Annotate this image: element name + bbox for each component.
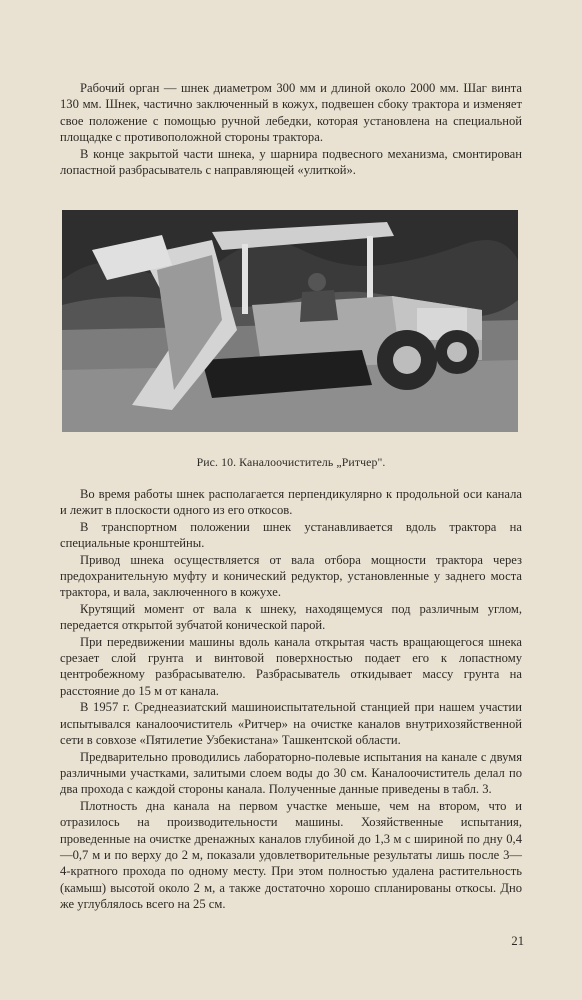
bottom-text-block bbox=[60, 486, 522, 913]
top-text-block bbox=[60, 80, 522, 178]
paragraph: Предварительно проводились лабораторно-полевые испытания на канале с двумя различными участками, залитыми слоем воды до 30 см. Каналоочиститель делал по два прохода с каждой стороны канала. Полученные данные приведены в табл. 3. bbox=[60, 749, 522, 797]
figure-photo bbox=[62, 210, 518, 432]
paragraph: В транспортном положении шнек устанавливается вдоль трактора на специальные кронштейны. bbox=[60, 519, 522, 551]
paragraph: Плотность дна канала на первом участке меньше, чем на втором, что и отразилось на производительности машины. Хозяйственные испытания, проведенные на очистке дренажных каналов глубиной до 1,3 м с шириной по дну 0,4—0,7 м и по верху до 2 м, показали удовлетворительные результаты лишь после 3—4-кратного прохода по одному месту. При этом полностью удалена растительность (камыш) высотой около 2 м, а также достаточно хорошо спланированы откосы. Дно же углублялось всего на 25 см. bbox=[60, 798, 522, 912]
figure-caption: Рис. 10. Каналоочиститель „Ритчер". bbox=[196, 455, 386, 469]
paragraph: При передвижении машины вдоль канала открытая часть вращающегося шнека срезает слой грунта и винтовой поверхностью подает его к лопастному центробежному разбрасывателю. Разбрасыватель откидывает массу грунта на расстояние до 15 м от канала. bbox=[60, 634, 522, 698]
paragraph: Во время работы шнек располагается перпендикулярно к продольной оси канала и лежит в плоскости одного из его откосов. bbox=[60, 487, 522, 518]
trencher-tractor-illustration bbox=[62, 210, 518, 432]
paragraph: В конце закрытой части шнека, у шарнира подвесного механизма, смонтирован лопастной разбрасыватель с направляющей «улиткой». bbox=[60, 146, 522, 178]
paragraph: В 1957 г. Среднеазиатский машиноиспытательной станцией при нашем участии испытывался каналоочиститель «Ритчер» на очистке каналов внутрихозяйственной сети в совхозе «Пятилетие Узбекистана» Ташкентской области. bbox=[60, 700, 522, 748]
paragraph: Крутящий момент от вала к шнеку, находящемуся под различным углом, передается открытой зубчатой конической парой. bbox=[60, 601, 522, 633]
paragraph: Рабочий орган — шнек диаметром 300 мм и длиной около 2000 мм. Шаг винта 130 мм. Шнек, частично заключенный в кожух, подвешен сбоку трактора и изменяет свое положение с помощью ручной лебедки, которая установлена на специальной площадке с противоположной стороны трактора. bbox=[60, 81, 522, 145]
paragraph: Привод шнека осуществляется от вала отбора мощности трактора через предохранительную муфту и конический редуктор, установленные у заднего моста трактора, и вала, заключенного в кожухе. bbox=[60, 552, 522, 600]
page-number: 21 bbox=[511, 934, 524, 948]
